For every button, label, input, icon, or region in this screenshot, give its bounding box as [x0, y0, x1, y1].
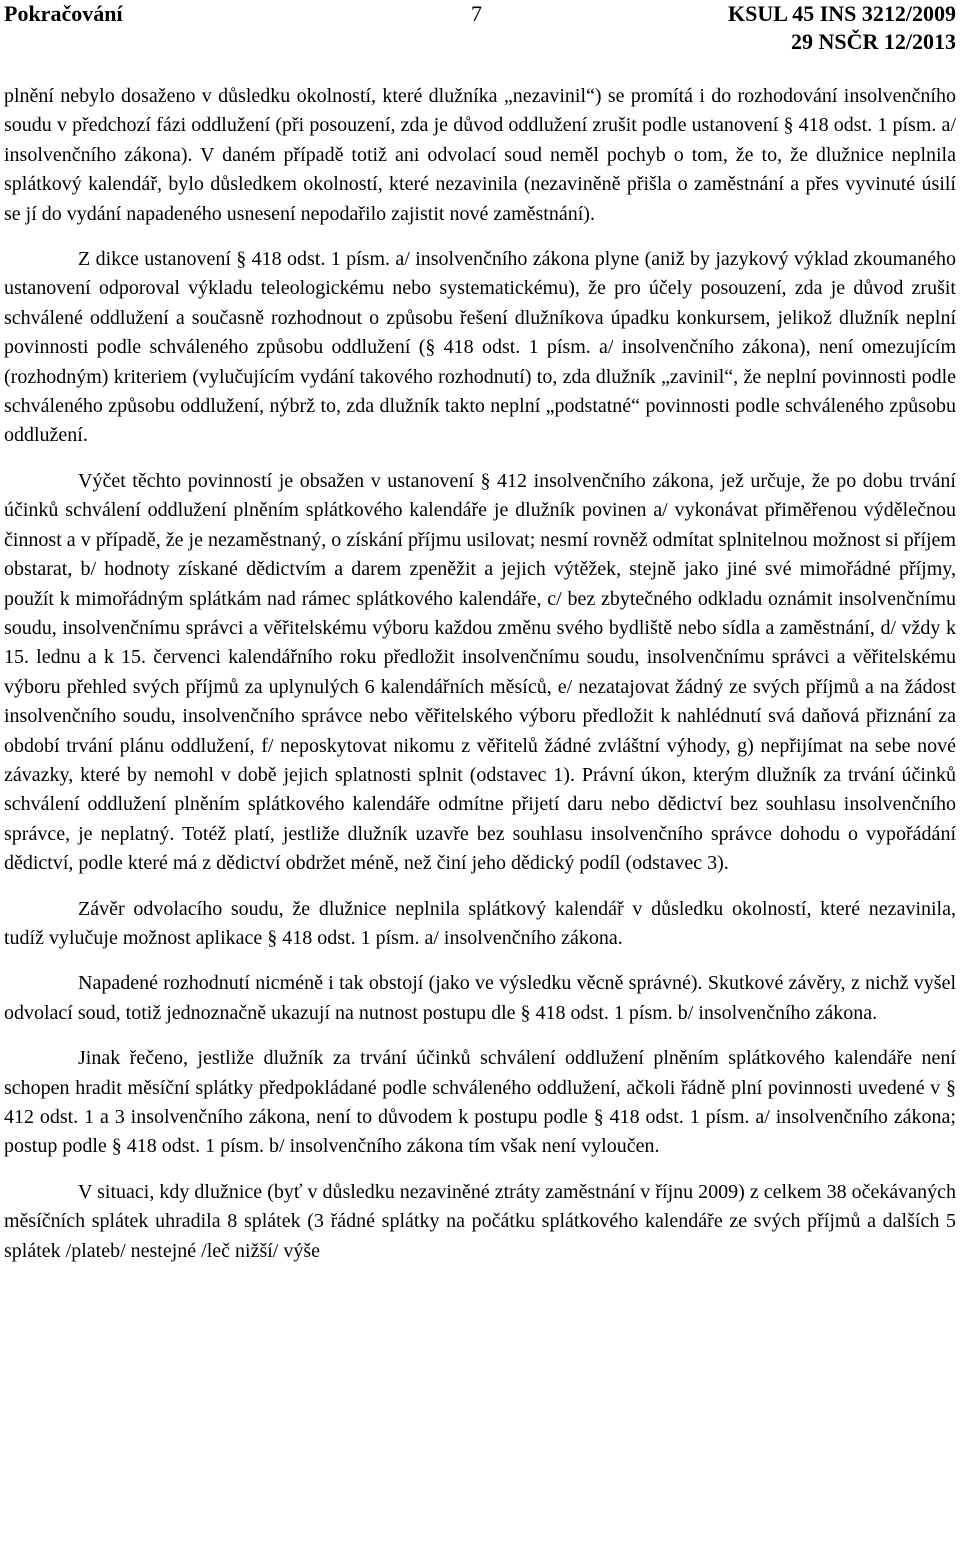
paragraph-napadene-rozhodnuti: Napadené rozhodnutí nicméně i tak obstojí (jako ve výsledku věcně správné). Skutkové závěry, z nichž vyšel odvolací soud, totiž jednoznačně ukazují na nutnost postupu dle § 418 odst. 1 písm. b/ insolvenčního zákona.: [4, 972, 956, 1024]
paragraph-jinak-receno: Jinak řečeno, jestliže dlužník za trvání účinků schválení oddlužení plněním splátkového kalendáře není schopen hradit měsíční splátky předpokládané podle schváleného oddlužení, ačkoli řádně plní povinnosti uvedené v § 412 odst. 1 a 3 insolvenčního zákona, není to důvodem k postupu podle § 418 odst. 1 písm. a/ insolvenčního zákona; postup podle § 418 odst. 1 písm. b/ insolvenčního zákona tím však není vyloučen.: [4, 1047, 956, 1158]
case-number-block: [728, 0, 956, 56]
continuation-label: Pokračování: [4, 1, 123, 26]
case-number-primary: KSUL 45 INS 3212/2009: [728, 1, 956, 26]
paragraph-zaver-odvolaciho-soudu: Závěr odvolacího soudu, že dlužnice neplnila splátkový kalendář v důsledku okolností, které nezavinila, tudíž vylučuje možnost aplikace § 418 odst. 1 písm. a/ insolvenčního zákona.: [4, 897, 956, 949]
page-header: [0, 0, 960, 60]
page-number: 7: [471, 1, 482, 26]
document-body: [4, 82, 956, 1282]
paragraph-vycet-povinnosti: Výčet těchto povinností je obsažen v ustanovení § 412 insolvenčního zákona, jež určuje, že po dobu trvání účinků schválení oddlužení plněním splátkového kalendáře je dlužník povinen a/ vykonávat přiměřenou výdělečnou činnost a v případě, že je nezaměstnaný, o získání příjmu usilovat; nesmí rovněž odmítat splnitelnou možnost si příjem obstarat, b/ hodnoty získané dědictvím a darem zpeněžit a jejich výtěžek, stejně jako jiné své mimořádné příjmy, použít k mimořádným splátkám nad rámec splátkového kalendáře, c/ bez zbytečného odkladu oznámit insolvenčnímu soudu, insolvenčnímu správci a věřitelskému výboru každou změnu svého bydliště nebo sídla a zaměstnání, d/ vždy k 15. lednu a k 15. červenci kalendářního roku předložit insolvenčnímu soudu, insolvenčnímu správci a věřitelskému výboru přehled svých příjmů za uplynulých 6 kalendářních měsíců, e/ nezatajovat žádný ze svých příjmů a na žádost insolvenčního soudu, insolvenčního správce nebo věřitelského výboru předložit k nahlédnutí svá daňová přiznání za období trvání plánu oddlužení, f/ neposkytovat nikomu z věřitelů žádné zvláštní výhody, g) nepřijímat na sebe nové závazky, které by nemohl v době jejich splatnosti splnit (odstavec 1). Právní úkon, kterým dlužník za trvání účinků schválení oddlužení plněním splátkového kalendáře odmítne přijetí daru nebo dědictví bez souhlasu insolvenčního správce, je neplatný. Totéž platí, jestliže dlužník uzavře bez souhlasu insolvenčního správce dohodu o vypořádání dědictví, podle které má z dědictví obdržet méně, než činí jeho dědický podíl (odstavec 3).: [4, 469, 956, 875]
paragraph-continuation: plnění nebylo dosaženo v důsledku okolností, které dlužníka „nezavinil“) se promítá i do rozhodování insolvenčního soudu v předchozí fázi oddlužení (při posouzení, zda je důvod oddlužení zrušit podle ustanovení § 418 odst. 1 písm. a/ insolvenčního zákona). V daném případě totiž ani odvolací soud neměl pochyb o tom, že to, že dlužnice neplnila splátkový kalendář, bylo důsledkem okolností, které nezavinila (nezaviněně přišla o zaměstnání a přes vyvinuté úsilí se jí do vydání napadeného usnesení nepodařilo zajistit nové zaměstnání).: [4, 85, 956, 225]
paragraph-v-situaci: V situaci, kdy dlužnice (byť v důsledku nezaviněné ztráty zaměstnání v říjnu 2009) z celkem 38 očekávaných měsíčních splátek uhradila 8 splátek (3 řádné splátky na počátku splátkového kalendáře ze svých příjmů a dalších 5 splátek /plateb/ nestejné /leč nižší/ výše: [4, 1180, 956, 1262]
paragraph-dikce: Z dikce ustanovení § 418 odst. 1 písm. a/ insolvenčního zákona plyne (aniž by jazykový výklad zkoumaného ustanovení odporoval výkladu teleologickému nebo systematickému), že pro účely posouzení, zda je důvod zrušit schválené oddlužení a současně rozhodnout o způsobu řešení dlužníkova úpadku konkursem, jelikož dlužník neplní povinnosti podle schváleného způsobu oddlužení (§ 418 odst. 1 písm. a/ insolvenčního zákona), není omezujícím (rozhodným) kriteriem (vylučujícím vydání takového rozhodnutí) to, zda dlužník „zavinil“, že neplní povinnosti podle schváleného způsobu oddlužení, nýbrž to, zda dlužník takto neplní „podstatné“ povinnosti podle schváleného způsobu oddlužení.: [4, 248, 956, 447]
case-number-secondary: 29 NSČR 12/2013: [790, 29, 956, 54]
